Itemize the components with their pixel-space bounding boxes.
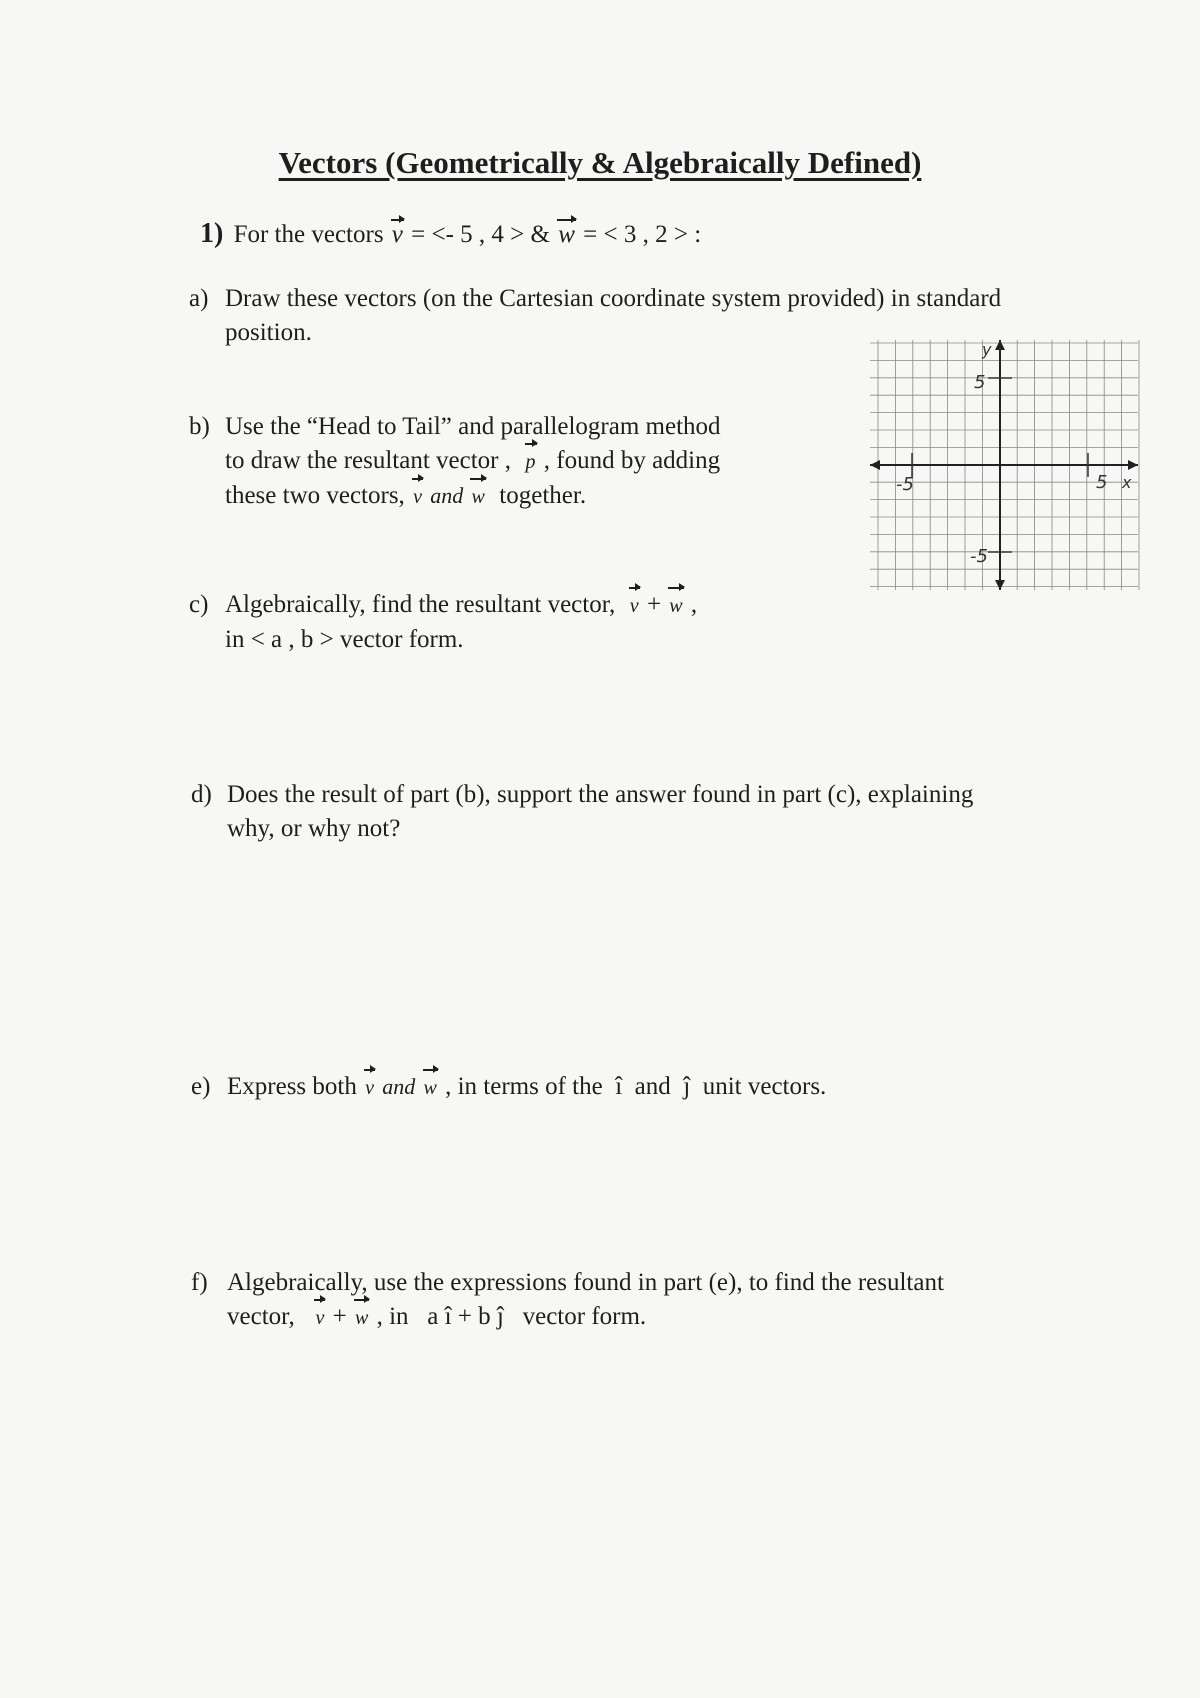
part-a-line-1: Draw these vectors (on the Cartesian coordinate system provided) in standard (225, 285, 1002, 312)
part-d-line-2: why, or why not? (227, 815, 401, 842)
question-lead: For the vectors (233, 221, 384, 248)
part-b-label: b) (189, 413, 210, 440)
part-d-label: d) (191, 781, 212, 808)
part-b-line-1: Use the “Head to Tail” and parallelogram method (225, 413, 721, 440)
cartesian-grid (870, 340, 1140, 610)
part-f-label: f) (191, 1269, 208, 1296)
part-e-line-1: Express both v and w , in terms of the î and ĵ unit vectors. (227, 1070, 826, 1105)
j-hat: ĵ (683, 1073, 691, 1100)
part-c (189, 588, 698, 657)
vector-w: w (667, 589, 684, 623)
mark-top: 5 (974, 372, 986, 393)
vector-v: v (411, 480, 424, 514)
mark-bottom: -5 (970, 546, 988, 567)
i-hat: î (615, 1073, 623, 1100)
vector-v: v (363, 1071, 376, 1105)
vector-w-value: = < 3 , 2 > : (583, 221, 702, 248)
question-number: 1) (200, 218, 224, 249)
worksheet-title: Vectors (Geometrically & Algebraically Defined) (278, 145, 922, 180)
mark-left: -5 (896, 474, 914, 495)
y-axis-arrow-down (995, 580, 1005, 590)
part-f-line-1: Algebraically, use the expressions found in part (e), to find the resultant (227, 1269, 944, 1296)
part-f-line-2: vector, v + w , in a î + b ĵ vector form. (227, 1300, 944, 1335)
vector-p: p (524, 445, 538, 479)
y-axis-label: y (982, 340, 992, 359)
part-b-line-2: to draw the resultant vector , p , found by adding (225, 444, 721, 479)
part-e (191, 1070, 827, 1105)
part-a-label: a) (189, 285, 209, 312)
part-c-label: c) (189, 591, 209, 618)
x-axis-label: x (1122, 473, 1132, 492)
vector-v: v (391, 221, 403, 248)
vector-w: w (469, 480, 486, 514)
part-f (191, 1266, 944, 1335)
part-b (189, 410, 721, 514)
part-a-line-2: position. (225, 319, 312, 346)
x-axis-arrow-left (870, 460, 880, 470)
unit-vector-form: a î + b ĵ (427, 1303, 504, 1330)
vector-v: v (628, 589, 641, 623)
x-axis-arrow-right (1128, 460, 1138, 470)
part-e-label: e) (191, 1073, 211, 1100)
vector-w: w (353, 1301, 370, 1335)
vector-v: v (313, 1301, 326, 1335)
vector-w: w (422, 1071, 439, 1105)
y-axis-arrow-up (995, 340, 1005, 350)
part-c-line-1: Algebraically, find the resultant vector, v + w , (225, 588, 697, 623)
part-d (191, 778, 974, 846)
ampersand: & (530, 221, 550, 248)
vector-w: w (558, 221, 575, 248)
question-1 (200, 218, 701, 250)
grid-svg (870, 340, 1140, 610)
mark-right: 5 (1096, 472, 1108, 493)
part-b-line-3: these two vectors, v and w together. (225, 479, 721, 514)
vector-v-value: = <- 5 , 4 > (411, 221, 525, 248)
part-c-line-2: in < a , b > vector form. (225, 626, 464, 653)
part-d-line-1: Does the result of part (b), support the answer found in part (c), explaining (227, 781, 974, 808)
